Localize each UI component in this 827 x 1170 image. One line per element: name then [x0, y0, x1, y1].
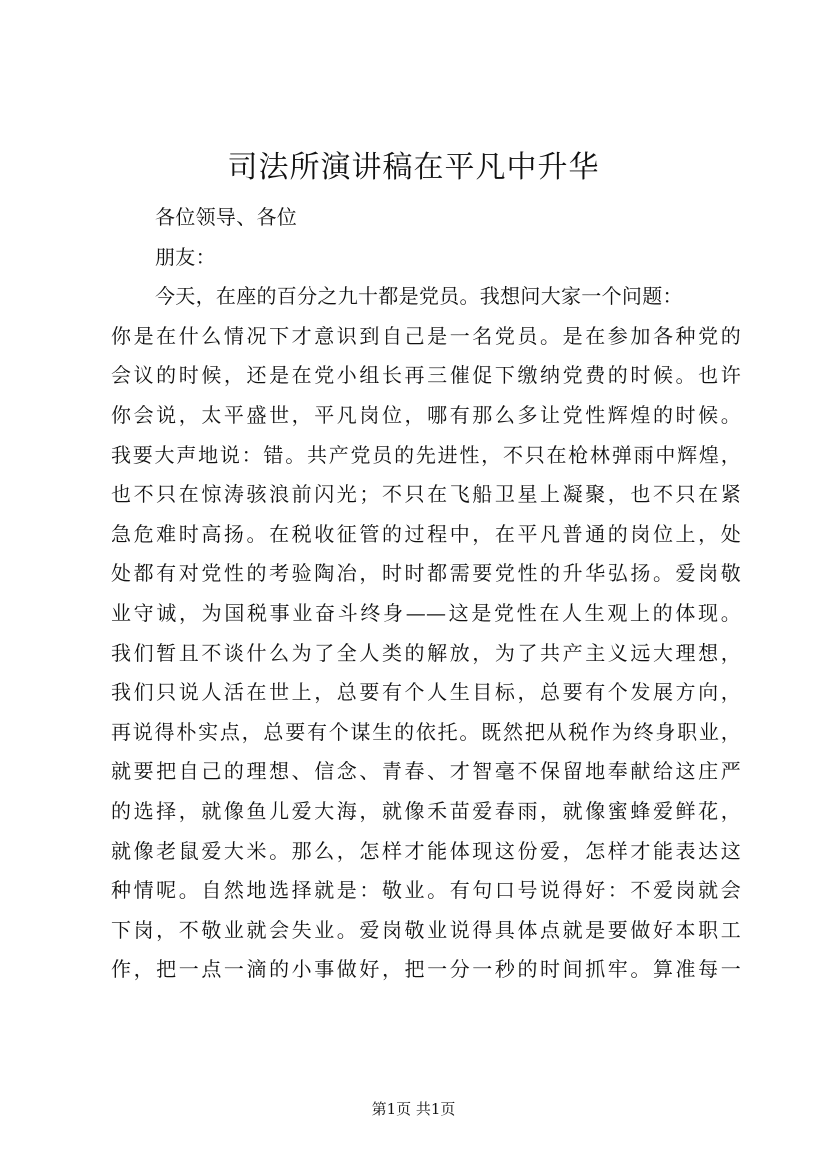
body-line: 就像老鼠爱大米。那么，怎样才能体现这份爱，怎样才能表达这: [111, 838, 741, 863]
body-line: 的选择，就像鱼儿爱大海，就像禾苗爱春雨，就像蜜蜂爱鲜花，: [111, 798, 741, 823]
body-line: 今天，在座的百分之九十都是党员。我想问大家一个问题：: [155, 284, 683, 309]
body-line: 我们只说人活在世上，总要有个人生目标，总要有个发展方向，: [111, 680, 741, 705]
body-line: 你会说，太平盛世，平凡岗位，哪有那么多让党性辉煌的时候。: [111, 402, 741, 427]
body-line: 你是在什么情况下才意识到自己是一名党员。是在参加各种党的: [111, 323, 741, 348]
body-line: 会议的时候，还是在党小组长再三催促下缴纳党费的时候。也许: [111, 363, 741, 388]
document-body: [111, 198, 741, 990]
body-line: 朋友：: [155, 244, 216, 269]
body-line: 作，把一点一滴的小事做好，把一分一秒的时间抓牢。算准每一: [111, 957, 741, 982]
body-line: 再说得朴实点，总要有个谋生的依托。既然把从税作为终身职业，: [111, 719, 741, 744]
body-line: 我要大声地说：错。共产党员的先进性，不只在枪林弹雨中辉煌，: [111, 442, 741, 467]
body-line: 各位领导、各位: [155, 205, 298, 229]
body-line: 种情呢。自然地选择就是：敬业。有句口号说得好：不爱岗就会: [111, 878, 741, 903]
body-line: 就要把自己的理想、信念、青春、才智毫不保留地奉献给这庄严: [111, 759, 741, 784]
body-line: 处都有对党性的考验陶冶，时时都需要党性的升华弘扬。爱岗敬: [111, 561, 741, 586]
body-line: 急危难时高扬。在税收征管的过程中，在平凡普通的岗位上，处: [111, 521, 741, 546]
document-title: 司法所演讲稿在平凡中升华: [227, 150, 600, 185]
body-line: 业守诚，为国税事业奋斗终身——这是党性在人生观上的体现。: [111, 600, 741, 625]
body-line: 我们暂且不谈什么为了全人类的解放，为了共产主义远大理想，: [111, 640, 741, 665]
body-line: 下岗，不敬业就会失业。爱岗敬业说得具体点就是要做好本职工: [111, 917, 741, 942]
body-line: 也不只在惊涛骇浪前闪光；不只在飞船卫星上凝聚，也不只在紧: [111, 482, 741, 507]
page-footer: 第1页 共1页: [371, 1100, 456, 1118]
